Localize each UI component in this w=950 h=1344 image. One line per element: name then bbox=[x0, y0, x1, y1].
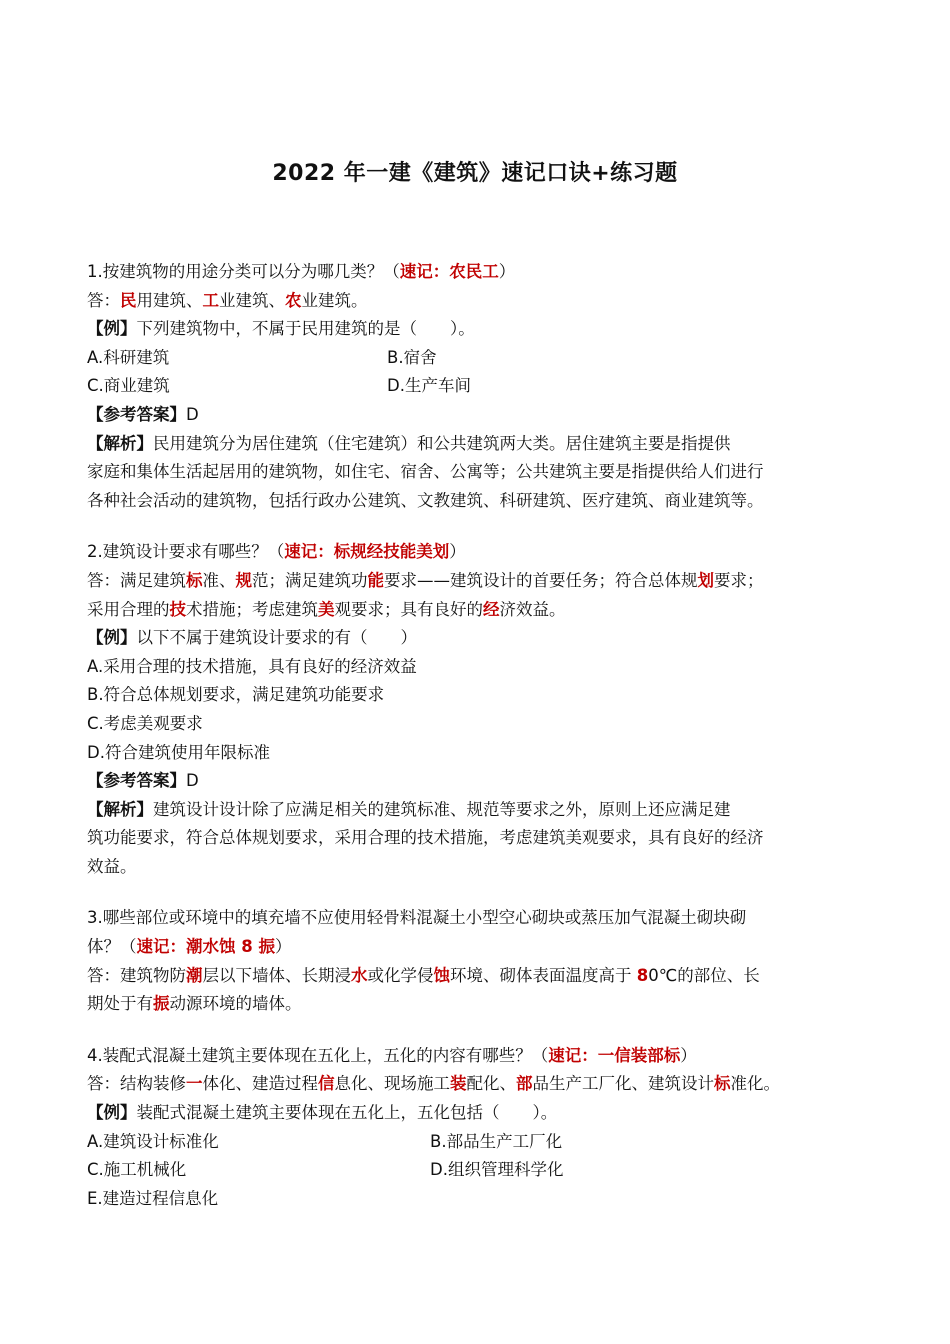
q4-mnemonic: 速记：一信装部标 bbox=[548, 1045, 681, 1065]
text-run: 准、 bbox=[202, 570, 236, 590]
text-run: 农 bbox=[285, 290, 302, 310]
text-run: 以下不属于建筑设计要求的有（ ） bbox=[136, 628, 417, 648]
q4-question bbox=[87, 1042, 867, 1071]
text-run: 民用建筑分为居住建筑（住宅建筑）和公共建筑两大类。居住建筑主要是指提供 bbox=[153, 433, 731, 453]
q1-example bbox=[87, 315, 867, 344]
text-run: 环境、砌体表面温度高于 bbox=[450, 965, 637, 985]
text-run: 能 bbox=[367, 570, 384, 590]
q1-analysis-line-2: 家庭和集体生活起居用的建筑物，如住宅、宿舍、公寓等；公共建筑主要是指提供给人们进行 bbox=[87, 462, 764, 482]
text-run: 品生产工厂化、建筑设计 bbox=[532, 1074, 714, 1094]
text-run: 0℃的部位、长 bbox=[648, 965, 760, 985]
q2-option-d: D.符合建筑使用年限标准 bbox=[87, 742, 270, 762]
q1-option-a: A.科研建筑 bbox=[87, 347, 170, 367]
text-run: 息化、现场施工 bbox=[334, 1074, 450, 1094]
text-run: 装配式混凝土建筑主要体现在五化上，五化包括（ ）。 bbox=[136, 1103, 558, 1123]
q2-option-a: A.采用合理的技术措施，具有良好的经济效益 bbox=[87, 656, 417, 676]
text-run: 用建筑、 bbox=[136, 290, 203, 310]
text-run: 济效益。 bbox=[499, 599, 566, 619]
text-run: ） bbox=[274, 937, 292, 957]
q1-options-row-2 bbox=[87, 372, 867, 401]
text-run: 答： bbox=[87, 290, 120, 310]
q1-option-d: D.生产车间 bbox=[387, 376, 471, 396]
q4-options-row-2 bbox=[87, 1156, 867, 1185]
q1-answer bbox=[87, 287, 867, 316]
q2-analysis bbox=[87, 796, 867, 825]
text-run: 期处于有 bbox=[87, 994, 153, 1014]
text-run: 体化、建造过程 bbox=[202, 1074, 318, 1094]
text-run: 业建筑、 bbox=[219, 290, 285, 310]
text-run: ） bbox=[449, 542, 466, 562]
q1-reference-answer bbox=[87, 401, 867, 430]
q4-options-row-1 bbox=[87, 1128, 867, 1157]
text-run: 技 bbox=[169, 599, 186, 619]
q2-option-c: C.考虑美观要求 bbox=[87, 713, 203, 733]
q3-question-line-2 bbox=[87, 933, 867, 962]
text-run: ） bbox=[680, 1045, 697, 1065]
text-run: 答：结构装修 bbox=[87, 1074, 186, 1094]
text-run: 装 bbox=[450, 1074, 467, 1094]
text-run: 划 bbox=[697, 570, 714, 590]
text-run: 【解析】 bbox=[87, 433, 153, 453]
text-run: 采用合理的 bbox=[87, 599, 170, 619]
text-run: D bbox=[186, 404, 199, 424]
q4-option-c: C.施工机械化 bbox=[87, 1160, 187, 1180]
q1-options-row-1 bbox=[87, 344, 867, 373]
q3-answer-line-1 bbox=[87, 962, 867, 991]
text-run: 振 bbox=[153, 994, 170, 1014]
text-run: 美 bbox=[318, 599, 335, 619]
text-run: 【解析】 bbox=[87, 799, 153, 819]
q3-answer-line-2 bbox=[87, 990, 867, 1019]
q2-reference-answer bbox=[87, 767, 867, 796]
text-run: 范；满足建筑功 bbox=[252, 570, 368, 590]
text-run: 【例】 bbox=[87, 319, 137, 339]
q4-option-e: E.建造过程信息化 bbox=[87, 1188, 219, 1208]
text-run: 要求——建筑设计的首要任务；符合总体规 bbox=[384, 570, 698, 590]
text-run: 【例】 bbox=[87, 628, 137, 648]
text-run: 【例】 bbox=[87, 1103, 137, 1123]
q3-question-line-1: 3.哪些部位或环境中的填充墙不应使用轻骨料混凝土小型空心砌块或蒸压加气混凝土砌块砌 bbox=[87, 908, 747, 928]
text-run: 答：满足建筑 bbox=[87, 570, 186, 590]
text-run: 民 bbox=[120, 290, 137, 310]
q4-example bbox=[87, 1099, 867, 1128]
text-run: 标 bbox=[714, 1074, 731, 1094]
text-run: 一 bbox=[186, 1074, 203, 1094]
text-run: 2.建筑设计要求有哪些？（ bbox=[87, 542, 285, 562]
text-run: 层以下墙体、长期浸 bbox=[202, 965, 351, 985]
text-run: 观要求；具有良好的 bbox=[334, 599, 483, 619]
text-run: 体？（ bbox=[87, 937, 137, 957]
text-run: 业建筑。 bbox=[301, 290, 368, 310]
text-run: 潮 bbox=[186, 965, 203, 985]
text-run: 建筑设计设计除了应满足相关的建筑标准、规范等要求之外，原则上还应满足建 bbox=[153, 799, 731, 819]
text-run: 水 bbox=[351, 965, 368, 985]
q1-analysis-line-3: 各种社会活动的建筑物，包括行政办公建筑、文教建筑、科研建筑、医疗建筑、商业建筑等。 bbox=[87, 490, 764, 510]
text-run: 信 bbox=[318, 1074, 335, 1094]
text-run: 或化学侵 bbox=[367, 965, 434, 985]
q4-option-d: D.组织管理科学化 bbox=[430, 1160, 564, 1180]
text-run: 准化。 bbox=[730, 1074, 780, 1094]
text-run: 蚀 bbox=[433, 965, 450, 985]
text-run: 4.装配式混凝土建筑主要体现在五化上，五化的内容有哪些？（ bbox=[87, 1045, 549, 1065]
q1-analysis bbox=[87, 430, 867, 459]
q2-analysis-line-3: 效益。 bbox=[87, 856, 137, 876]
text-run: 规 bbox=[235, 570, 252, 590]
q2-question bbox=[87, 538, 867, 567]
q2-option-b: B.符合总体规划要求，满足建筑功能要求 bbox=[87, 685, 385, 705]
q4-option-b: B.部品生产工厂化 bbox=[430, 1131, 563, 1151]
document-title: 2022 年一建《建筑》速记口诀+练习题 bbox=[272, 161, 678, 186]
q2-answer-line-1 bbox=[87, 567, 867, 596]
text-run: 【参考答案】 bbox=[87, 404, 186, 424]
text-run: 经 bbox=[483, 599, 500, 619]
q1-question: 1.按建筑物的用途分类可以分为哪几类？（速记：农民工） bbox=[87, 262, 516, 281]
q2-example bbox=[87, 624, 867, 653]
text-run: 8 bbox=[636, 965, 649, 985]
text-run: 术措施；考虑建筑 bbox=[186, 599, 318, 619]
q2-analysis-line-2: 筑功能要求，符合总体规划要求，采用合理的技术措施，考虑建筑美观要求，具有良好的经济 bbox=[87, 828, 764, 848]
q2-answer-line-2 bbox=[87, 596, 867, 625]
text-run: 答：建筑物防 bbox=[87, 965, 186, 985]
q4-option-a: A.建筑设计标准化 bbox=[87, 1131, 219, 1151]
q4-answer bbox=[87, 1070, 867, 1099]
text-run: 下列建筑物中，不属于民用建筑的是（ ）。 bbox=[136, 319, 475, 339]
q2-mnemonic: 速记：标规经技能美划 bbox=[284, 542, 450, 562]
text-run: D bbox=[186, 771, 199, 791]
text-run: 部 bbox=[516, 1074, 533, 1094]
text-run: 配化、 bbox=[466, 1074, 516, 1094]
text-run: 要求； bbox=[714, 570, 764, 590]
text-run: 【参考答案】 bbox=[87, 771, 186, 791]
q1-option-b: B.宿舍 bbox=[387, 347, 437, 367]
text-run: 动源环境的墙体。 bbox=[169, 994, 302, 1014]
q3-mnemonic: 速记：潮水蚀 8 振 bbox=[136, 937, 275, 957]
text-run: 工 bbox=[202, 290, 219, 310]
q1-mnemonic: 速记：农民工 bbox=[399, 262, 499, 281]
document-body bbox=[87, 258, 867, 1213]
q1-option-c: C.商业建筑 bbox=[87, 376, 170, 396]
text-run: 标 bbox=[186, 570, 203, 590]
